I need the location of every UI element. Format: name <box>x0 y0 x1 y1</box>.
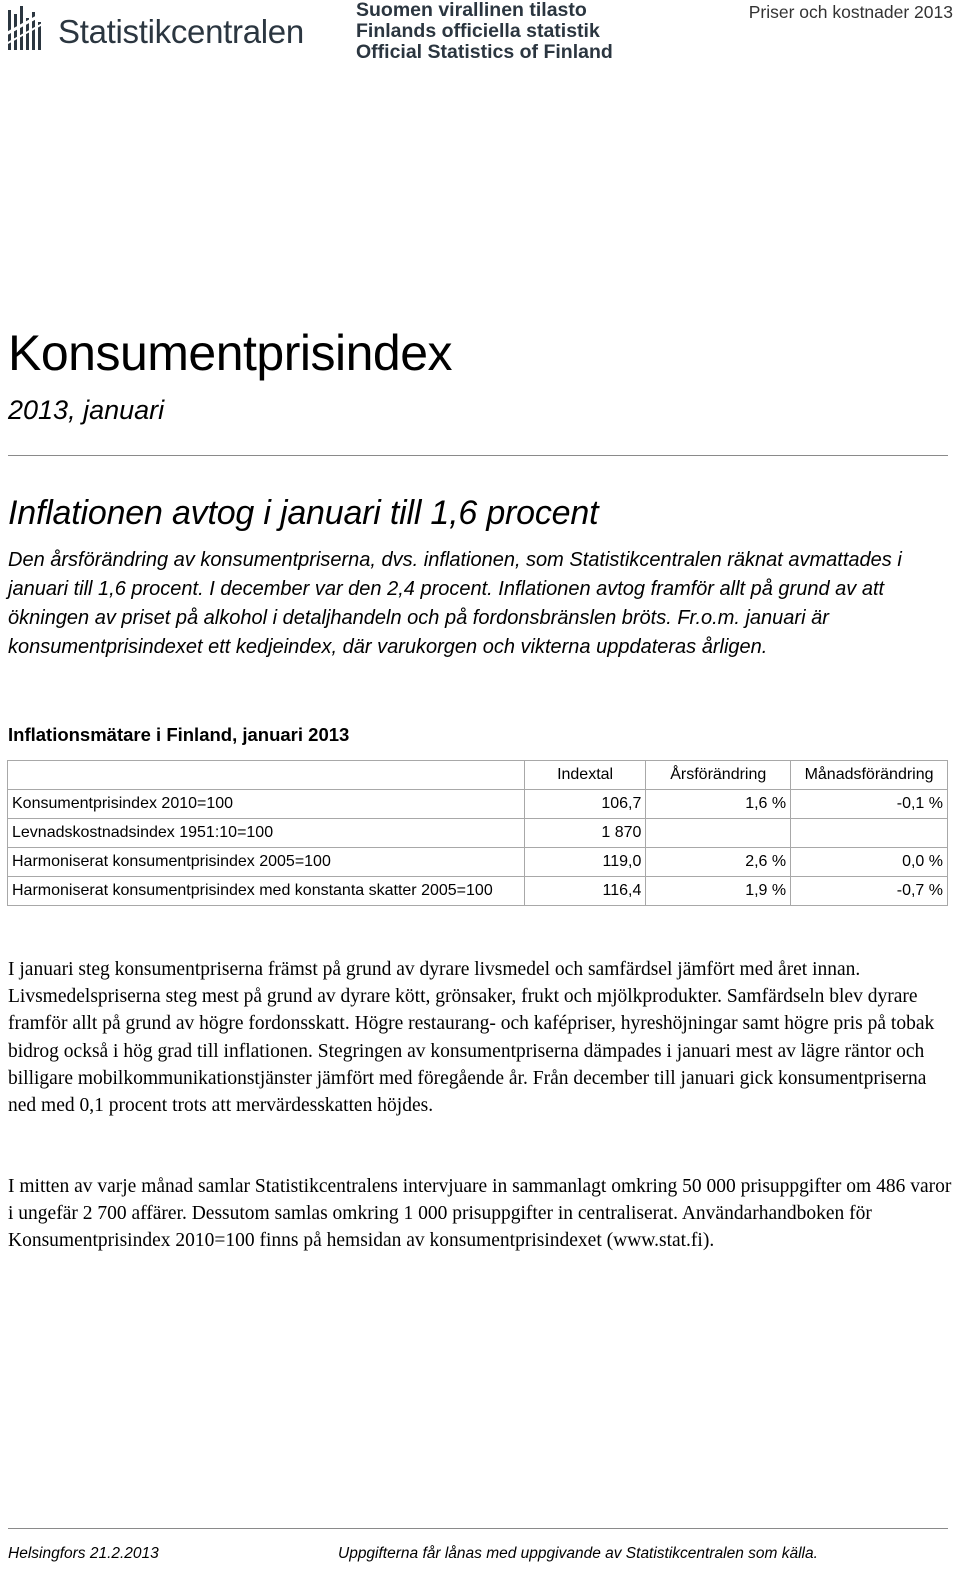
header-arsforandring: Årsförändring <box>646 761 791 790</box>
row-annual-change: 1,6 % <box>646 790 791 819</box>
logo-mark-icon <box>6 4 50 54</box>
row-label: Konsumentprisindex 2010=100 <box>8 790 525 819</box>
header-indextal: Indextal <box>524 761 646 790</box>
header-cell-empty <box>8 761 525 790</box>
table-header-row <box>8 761 948 790</box>
row-annual-change: 2,6 % <box>646 848 791 877</box>
table-title: Inflationsmätare i Finland, januari 2013 <box>8 724 350 745</box>
row-annual-change <box>646 819 791 848</box>
logo-text: Statistikcentralen <box>58 13 304 50</box>
row-index-value: 106,7 <box>524 790 646 819</box>
official-line-sv: Finlands officiella statistik <box>356 20 600 42</box>
row-monthly-change <box>791 819 948 848</box>
publication-period: 2013, januari <box>8 395 165 425</box>
official-line-fi: Suomen virallinen tilasto <box>356 0 587 21</box>
series-name: Priser och kostnader 2013 <box>748 2 953 22</box>
headline: Inflationen avtog i januari till 1,6 procent <box>8 494 599 532</box>
lead-paragraph: Den årsförändring av konsumentpriserna, dvs. inflationen, som Statistikcentralen räknat avmattades i januari till 1,6 procent. I december var den 2,4 procent. Inflationen avtog framför allt på grund av att ökningen av priset på alkohol i detaljhandeln och på fordonsbränslen bröts. Fr.o.m. januari är konsumentprisindexet ett kedjeindex, där varukorgen och vikterna uppdateras årligen. <box>8 549 902 658</box>
footer-source-note: Uppgifterna får lånas med uppgivande av Statistikcentralen som källa. <box>338 1545 818 1562</box>
row-label: Levnadskostnadsindex 1951:10=100 <box>8 819 525 848</box>
statistikcentralen-logo[interactable] <box>6 4 304 56</box>
body-paragraph-2: I mitten av varje månad samlar Statistikcentralens intervjuare in sammanlagt omkring 50 000 prisuppgifter om 486 varor i ungefär 2 700 affärer. Dessutom samlas omkring 1 000 prisuppgifter in centraliserat. Användarhandboken för Konsumentprisindex 2010=100 finns på hemsidan av konsumentprisindexet (www.stat.fi). <box>8 1176 952 1252</box>
table-row <box>8 848 948 877</box>
table-row <box>8 790 948 819</box>
official-line-en: Official Statistics of Finland <box>356 41 613 63</box>
body-paragraph-1: I januari steg konsumentpriserna främst på grund av dyrare livsmedel och samfärdsel jämfört med året innan. Livsmedelspriserna steg mest på grund av dyrare kött, grönsaker, frukt och mjölkprodukter. Samfärdseln blev dyrare framför allt på grund av högre fordonsskatt. Högre restaurang- och kafépriser, hyreshöjningar samt högre pris på tobak bidrog också i hög grad till inflationen. Stegringen av konsumentpriserna dämpades i januari mest av lägre räntor och billigare mobilkommunikationstjänster jämfört med föregående år. Från december till januari gick konsumentpriserna ned med 0,1 procent trots att mervärdesskatten höjdes. <box>8 959 935 1117</box>
divider-top <box>8 455 948 456</box>
divider-bottom <box>8 1528 948 1529</box>
row-annual-change: 1,9 % <box>646 877 791 906</box>
row-index-value: 119,0 <box>524 848 646 877</box>
row-label: Harmoniserat konsumentprisindex med konstanta skatter 2005=100 <box>8 877 525 906</box>
row-index-value: 116,4 <box>524 877 646 906</box>
row-monthly-change: 0,0 % <box>791 848 948 877</box>
official-statistics-label <box>356 0 613 63</box>
table-row <box>8 877 948 906</box>
page-title: Konsumentprisindex <box>8 324 453 381</box>
row-monthly-change: -0,1 % <box>791 790 948 819</box>
row-monthly-change: -0,7 % <box>791 877 948 906</box>
footer-place-date: Helsingfors 21.2.2013 <box>8 1545 159 1562</box>
row-index-value: 1 870 <box>524 819 646 848</box>
table-row <box>8 819 948 848</box>
header-manadsforandring: Månadsförändring <box>791 761 948 790</box>
row-label: Harmoniserat konsumentprisindex 2005=100 <box>8 848 525 877</box>
inflation-table <box>7 760 948 906</box>
